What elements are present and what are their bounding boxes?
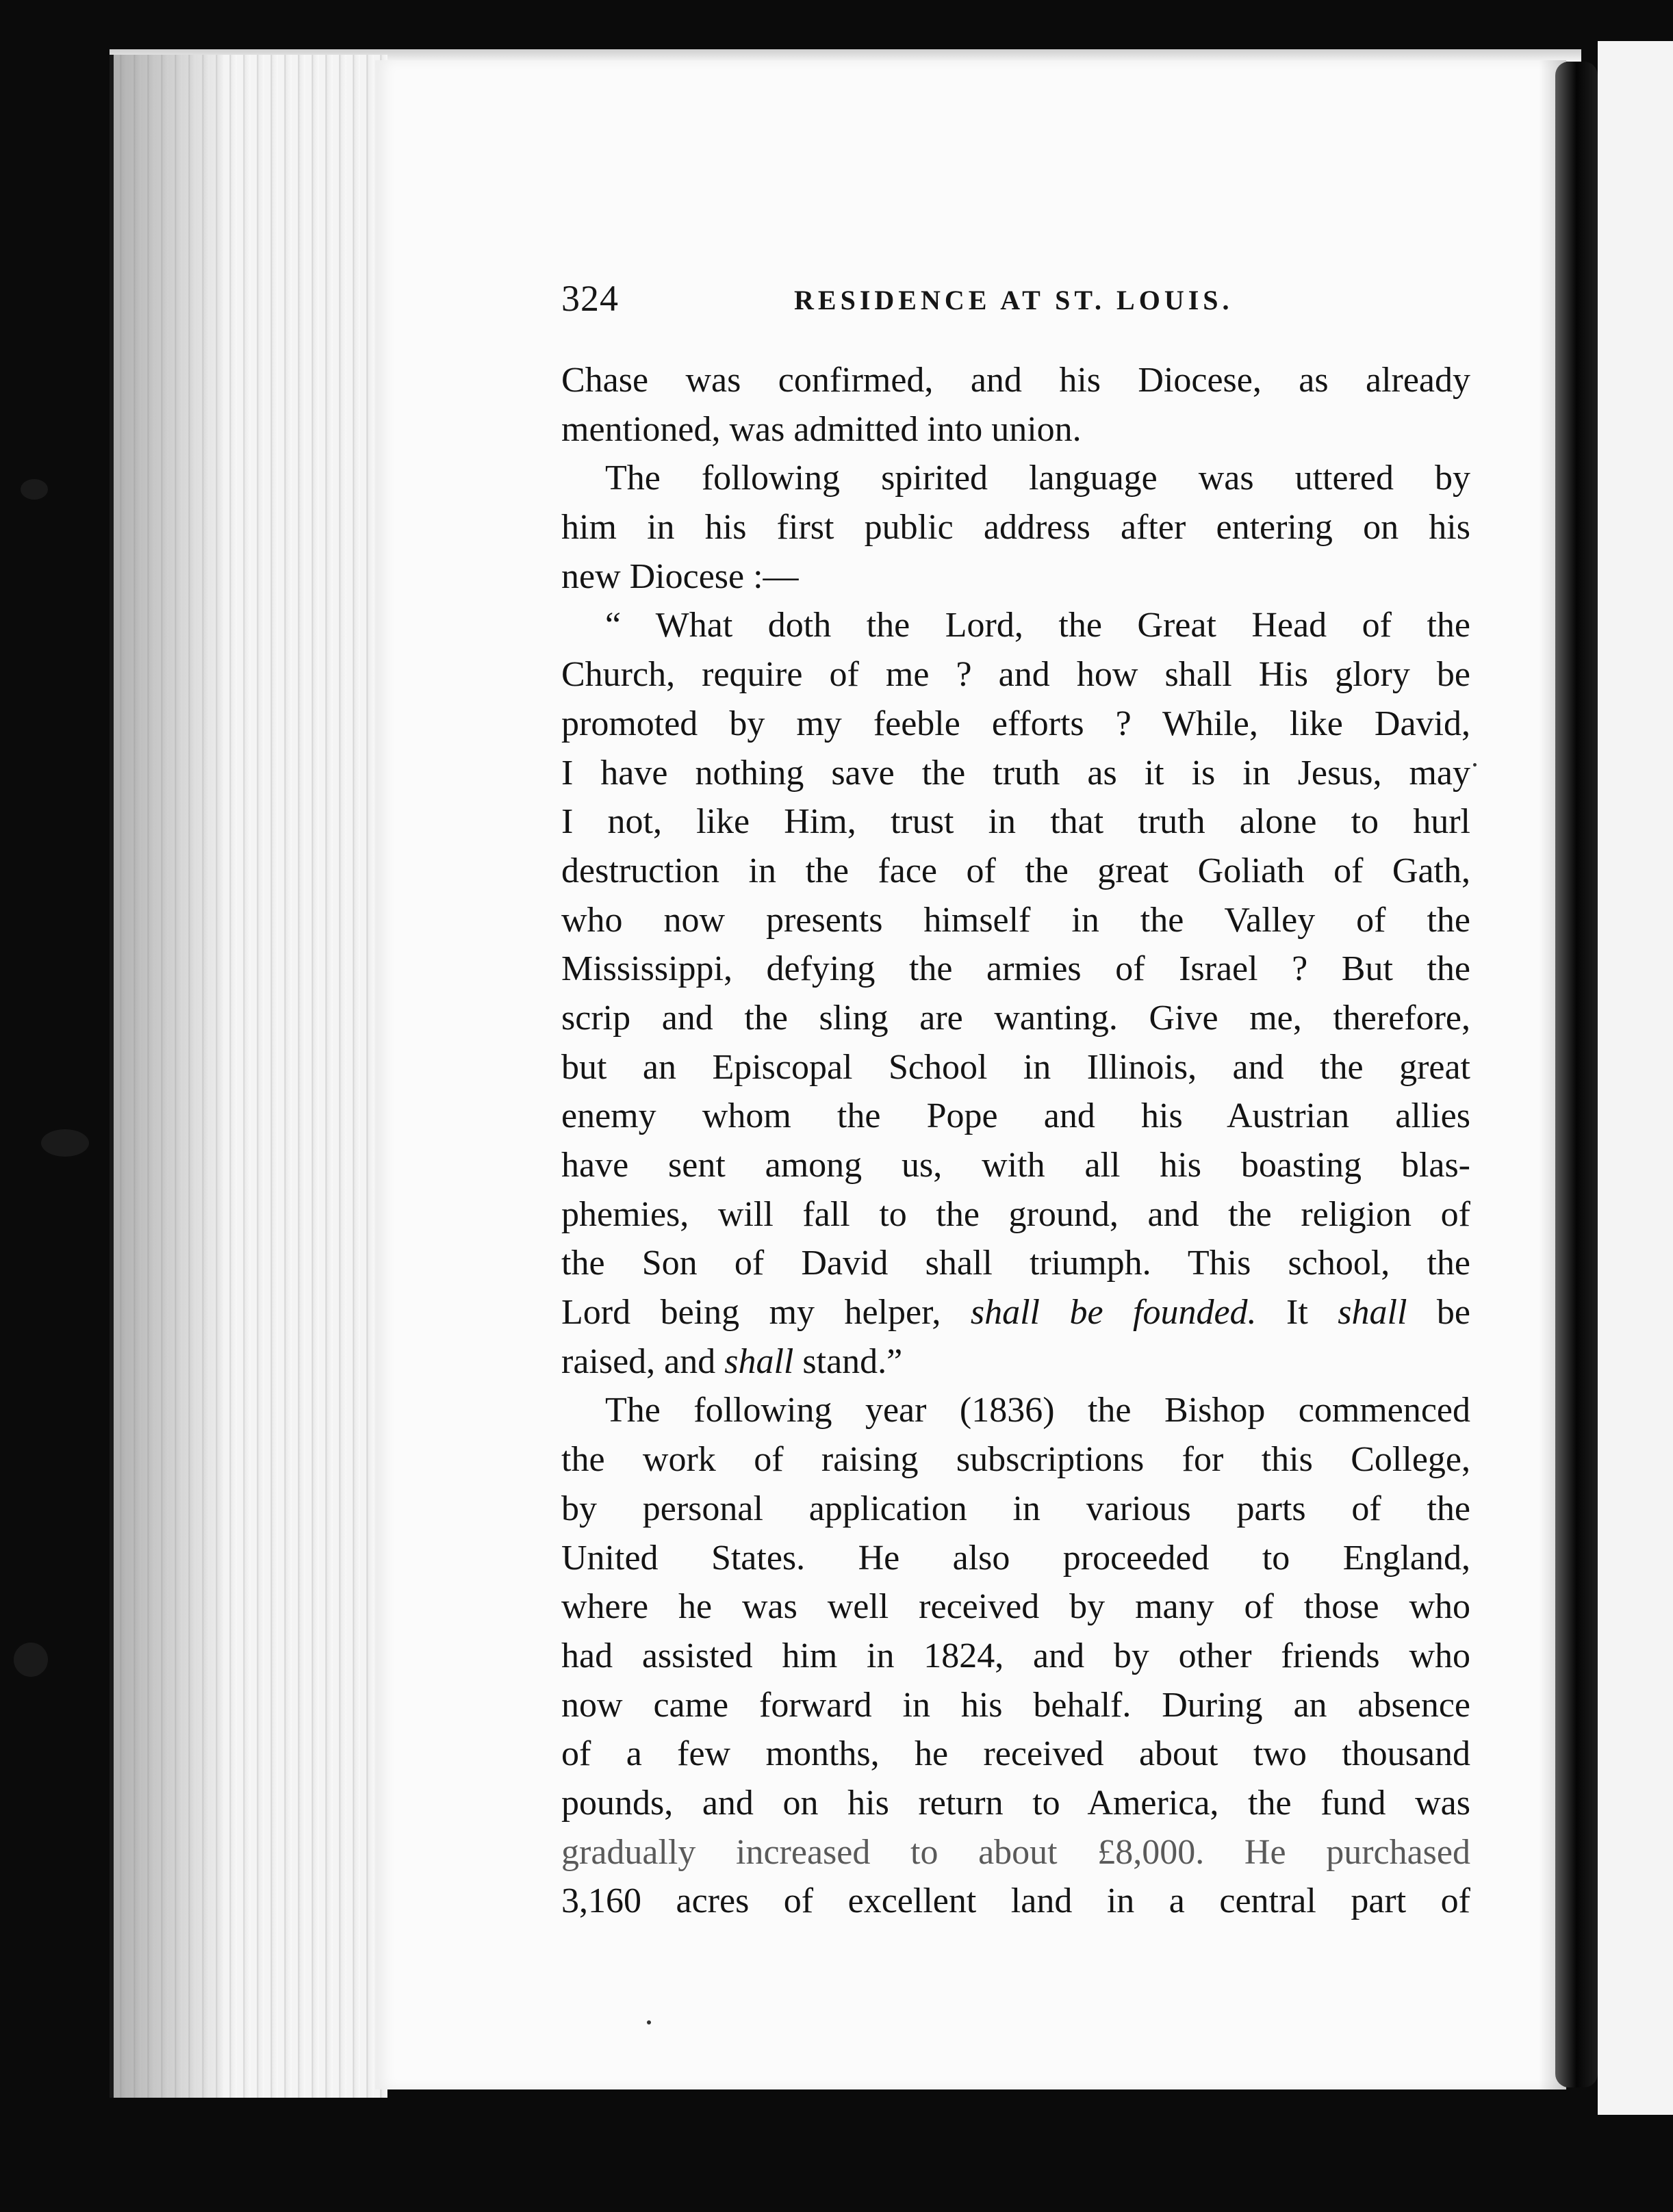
text-line: gradually increased to about £8,000. He purchased [561,1832,1470,1872]
text-line: 3,160 acres of excellent land in a central part of [561,1881,1470,1921]
quote-line: scrip and the sling are wanting. Give me, therefore, [561,998,1470,1038]
text-line: of a few months, he received about two thousand [561,1734,1470,1774]
body-text [561,356,1470,1926]
quote-line: “ What doth the Lord, the Great Head of the [605,606,1470,645]
quote-line: have sent among us, with all his boasting blas- [561,1146,1470,1185]
quote-line: I not, like Him, trust in that truth alone to hurl [561,802,1470,842]
running-head [561,277,1470,325]
text-run: be [1407,1293,1470,1333]
running-head-title: RESIDENCE AT ST. LOUIS. [794,285,1234,316]
quote-line: I have nothing save the truth as it is in Jesus, may [561,753,1470,793]
text-line: where he was well received by many of those who [561,1587,1470,1627]
background-speck [14,1643,48,1677]
text-line: The following spirited language was uttered by [605,459,1470,498]
next-page-edge [1598,41,1673,2115]
text-run: stand.” [793,1341,903,1381]
text-run: Lord being my helper, [561,1293,971,1333]
quote-line: destruction in the face of the great Goliath of Gath, [561,851,1470,890]
quote-line: the Son of David shall triumph. This school, the [561,1244,1470,1283]
page-blemish [1473,763,1477,767]
quote-line: phemies, will fall to the ground, and the religion of [561,1194,1470,1234]
text-line: mentioned, was admitted into union. [561,409,1082,449]
text-line: new Diocese :— [561,556,799,596]
book-gutter [1555,62,1598,2087]
text-line: the work of raising subscriptions for this College, [561,1440,1470,1480]
quote-line-with-italics [561,1288,1470,1337]
text-run: It [1256,1293,1338,1333]
text-line: The following year (1836) the Bishop commenced [605,1391,1470,1430]
quote-line: enemy whom the Pope and his Austrian allies [561,1096,1470,1136]
text-line: Chase was confirmed, and his Diocese, as already [561,361,1470,400]
quote-line: but an Episcopal School in Illinois, and the great [561,1047,1470,1087]
quote-line: Mississippi, defying the armies of Israel ? But the [561,949,1470,989]
italic-text: shall [1338,1293,1407,1333]
text-line: had assisted him in 1824, and by other friends who [561,1636,1470,1675]
page-stack-edge [110,55,387,2098]
text-line: now came forward in his behalf. During an absence [561,1685,1470,1725]
italic-text: shall be founded. [970,1293,1257,1333]
background-speck [41,1129,89,1157]
background-speck [21,479,48,500]
text-line: by personal application in various parts of the [561,1489,1470,1528]
text-line: United States. He also proceeded to England, [561,1538,1470,1578]
italic-text: shall [724,1341,794,1381]
text-line: pounds, and on his return to America, the fund was [561,1783,1470,1823]
text-run: raised, and [561,1341,725,1381]
quote-line: who now presents himself in the Valley of the [561,900,1470,940]
quote-line: Church, require of me ? and how shall His glory be [561,655,1470,695]
text-line: him in his first public address after entering on his [561,508,1470,548]
page-number: 324 [561,278,619,319]
quote-line: promoted by my feeble efforts ? While, like David, [561,704,1470,743]
page-blemish [647,2020,651,2024]
quote-line-with-italics [561,1337,1470,1387]
